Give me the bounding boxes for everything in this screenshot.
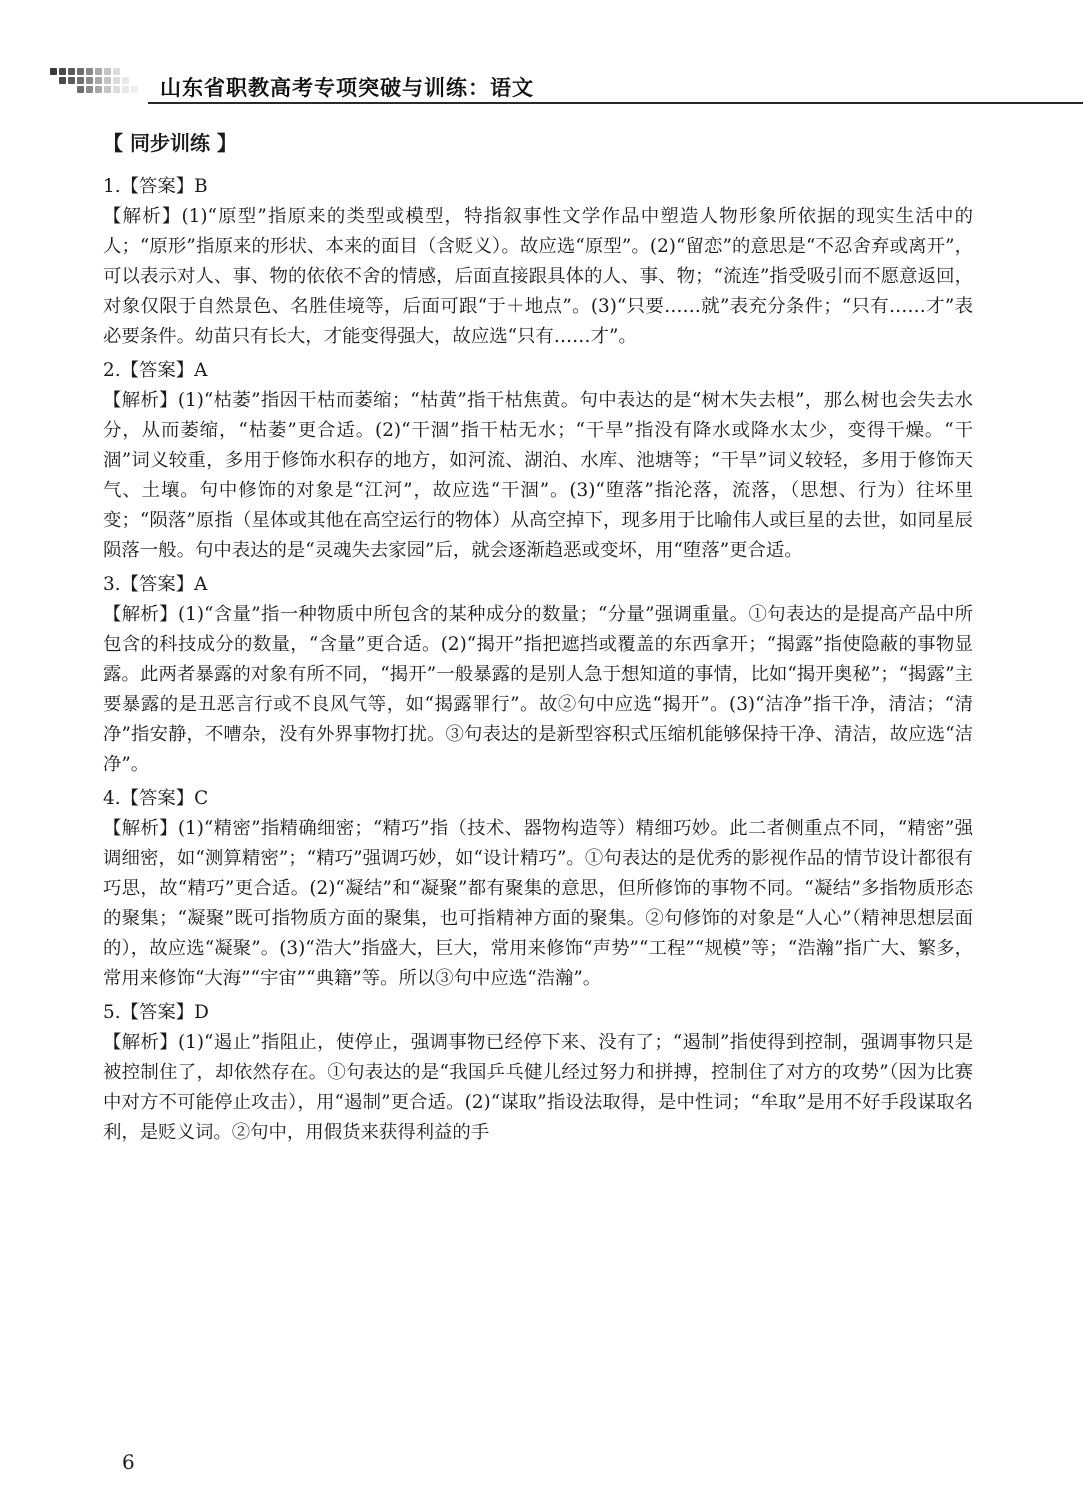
section-title: 【 同步训练 】: [103, 131, 237, 155]
answer-line: 4.【答案】C: [103, 788, 209, 809]
analysis-paragraph: 【解析】(1)“精密”指精确细密；“精巧”指（技术、器物构造等）精细巧妙。此二者侧重点不同，“精密”强调细密，如“测算精密”；“精巧”强调巧妙，如“设计精巧”。①句表达的是优秀的影视作品的情节设计都很有巧思，故“精巧”更合适。(2)“凝结”和“凝聚”都有聚集的意思，但所修饰的事物不同。“凝结”多指物质形态的聚集；“凝聚”既可指物质方面的聚集，也可指精神方面的聚集。②句修饰的对象是“人心”（精神思想层面的），故应选“凝聚”。(3)“浩大”指盛大，巨大，常用来修饰“声势”“工程”“规模”等；“浩瀚”指广大、繁多，常用来修饰“大海”“宇宙”“典籍”等。所以③句中应选“浩瀚”。: [103, 818, 973, 989]
page-number: 6: [122, 1450, 135, 1474]
answer-line: 3.【答案】A: [103, 574, 208, 595]
answer-line: 5.【答案】D: [103, 1002, 209, 1023]
page-header: [0, 62, 1083, 106]
answer-item-1: [103, 172, 973, 352]
answer-item-4: [103, 784, 973, 994]
analysis-paragraph: 【解析】(1)“含量”指一种物质中所包含的某种成分的数量；“分量”强调重量。①句表达的是提高产品中所包含的科技成分的数量，“含量”更合适。(2)“揭开”指把遮挡或覆盖的东西拿开；“揭露”指使隐蔽的事物显露。此两者暴露的对象有所不同，“揭开”一般暴露的是别人急于想知道的事情，比如“揭开奥秘”；“揭露”主要暴露的是丑恶言行或不良风气等，如“揭露罪行”。故②句中应选“揭开”。(3)“洁净”指干净，清洁；“清净”指安静，不嘈杂，没有外界事物打扰。③句表达的是新型容积式压缩机能够保持干净、清洁，故应选“洁净”。: [103, 604, 973, 775]
page-content: [103, 128, 973, 1152]
analysis-paragraph: 【解析】(1)“枯萎”指因干枯而萎缩；“枯黄”指干枯焦黄。句中表达的是“树木失去根”，那么树也会失去水分，从而萎缩，“枯萎”更合适。(2)“干涸”指干枯无水；“干旱”指没有降水或降水太少，变得干燥。“干涸”词义较重，多用于修饰水积存的地方，如河流、湖泊、水库、池塘等；“干旱”词义较轻，多用于修饰天气、土壤。句中修饰的对象是“江河”，故应选“干涸”。(3)“堕落”指沦落，流落，（思想、行为）往坏里变；“陨落”原指（星体或其他在高空运行的物体）从高空掉下，现多用于比喻伟人或巨星的去世，如同星辰陨落一般。句中表达的是“灵魂失去家园”后，就会逐渐趋恶或变坏，用“堕落”更合适。: [103, 390, 973, 561]
header-rule: [148, 102, 1083, 104]
answer-line: 1.【答案】B: [103, 176, 208, 197]
answer-line: 2.【答案】A: [103, 360, 208, 381]
answer-item-3: [103, 570, 973, 780]
analysis-paragraph: 【解析】(1)“遏止”指阻止，使停止，强调事物已经停下来、没有了；“遏制”指使得到控制，强调事物只是被控制住了，却依然存在。①句表达的是“我国乒乓健儿经过努力和拼搏，控制住了对方的攻势”（因为比赛中对方不可能停止攻击），用“遏制”更合适。(2)“谋取”指设法取得，是中性词；“牟取”是用不好手段谋取名利，是贬义词。②句中，用假货来获得利益的手: [103, 1032, 973, 1143]
header-title: 山东省职教高考专项突破与训练：语文: [160, 75, 534, 100]
answer-item-5: [103, 998, 973, 1148]
answer-item-2: [103, 356, 973, 566]
analysis-paragraph: 【解析】(1)“原型”指原来的类型或模型，特指叙事性文学作品中塑造人物形象所依据的现实生活中的人；“原形”指原来的形状、本来的面目（含贬义）。故应选“原型”。(2)“留恋”的意思是“不忍舍弃或离开”，可以表示对人、事、物的依依不舍的情感，后面直接跟具体的人、事、物；“流连”指受吸引而不愿意返回，对象仅限于自然景色、名胜佳境等，后面可跟“于＋地点”。(3)“只要……就”表充分条件；“只有……才”表必要条件。幼苗只有长大，才能变得强大，故应选“只有……才”。: [103, 206, 973, 347]
